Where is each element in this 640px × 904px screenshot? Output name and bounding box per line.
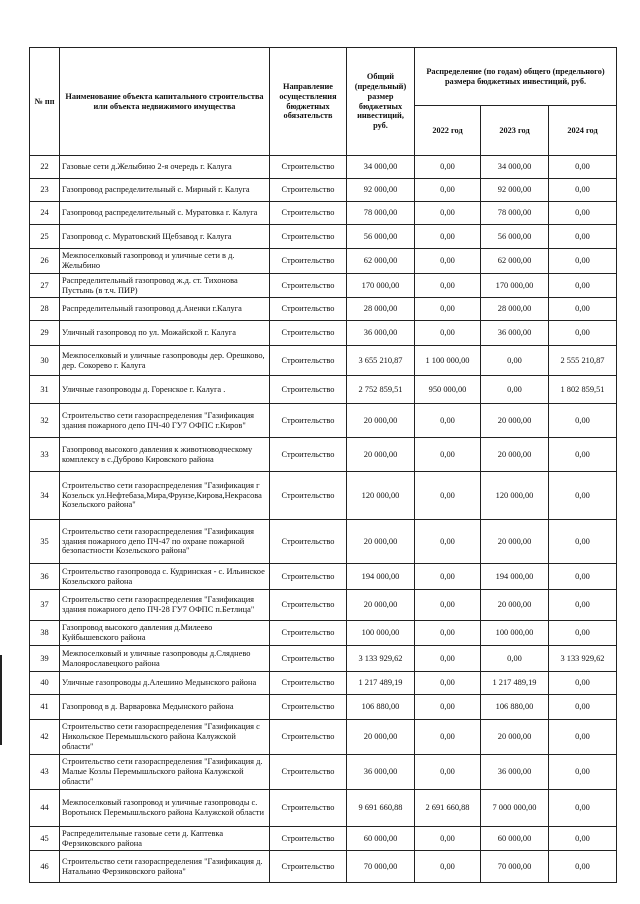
row-object-name: Межпоселковый и уличные газопроводы д.Сляднево Малоярославецкого района <box>60 646 270 672</box>
row-year-2024: 0,00 <box>549 274 617 298</box>
row-direction: Строительство <box>270 179 347 202</box>
row-total: 36 000,00 <box>347 321 415 346</box>
row-year-2024: 0,00 <box>549 472 617 520</box>
row-direction: Строительство <box>270 274 347 298</box>
row-object-name: Распределительные газовые сети д. Каптевка Ферзиковского района <box>60 827 270 851</box>
table-row <box>30 564 617 590</box>
row-object-name: Строительство сети газораспределения "Газификация д. Малые Козлы Перемышльского района Калужской области" <box>60 755 270 790</box>
row-year-2024: 0,00 <box>549 179 617 202</box>
row-year-2022: 0,00 <box>415 695 481 720</box>
row-object-name: Строительство сети газораспределения "Газификация д. Натальино Ферзиковского района" <box>60 851 270 883</box>
row-year-2023: 92 000,00 <box>481 179 549 202</box>
investment-table <box>29 47 617 883</box>
row-year-2023: 62 000,00 <box>481 249 549 274</box>
row-direction: Строительство <box>270 156 347 179</box>
row-year-2023: 28 000,00 <box>481 298 549 321</box>
row-year-2023: 56 000,00 <box>481 225 549 249</box>
row-year-2022: 0,00 <box>415 472 481 520</box>
row-direction: Строительство <box>270 202 347 225</box>
row-number: 32 <box>30 404 60 438</box>
row-total: 28 000,00 <box>347 298 415 321</box>
row-direction: Строительство <box>270 695 347 720</box>
row-number: 29 <box>30 321 60 346</box>
row-year-2022: 0,00 <box>415 621 481 646</box>
table-row <box>30 298 617 321</box>
row-number: 40 <box>30 672 60 695</box>
row-year-2023: 7 000 000,00 <box>481 790 549 827</box>
row-total: 1 217 489,19 <box>347 672 415 695</box>
row-direction: Строительство <box>270 321 347 346</box>
row-year-2023: 20 000,00 <box>481 520 549 564</box>
row-year-2022: 2 691 660,88 <box>415 790 481 827</box>
row-direction: Строительство <box>270 298 347 321</box>
row-direction: Строительство <box>270 646 347 672</box>
row-object-name: Газопровод в д. Варваровка Медынского района <box>60 695 270 720</box>
row-year-2022: 950 000,00 <box>415 376 481 404</box>
table-row <box>30 202 617 225</box>
row-direction: Строительство <box>270 438 347 472</box>
row-total: 20 000,00 <box>347 520 415 564</box>
header-direction: Направление осуществления бюджетных обязательств <box>270 48 347 156</box>
row-total: 106 880,00 <box>347 695 415 720</box>
row-direction: Строительство <box>270 404 347 438</box>
row-object-name: Уличный газопровод по ул. Можайской г. Калуга <box>60 321 270 346</box>
row-year-2022: 0,00 <box>415 321 481 346</box>
row-object-name: Строительство сети газораспределения "Газификация здания пожарного депо ПЧ-28 ГУ7 ОФПС п.Бетлица" <box>60 590 270 621</box>
table-row <box>30 179 617 202</box>
row-year-2024: 0,00 <box>549 755 617 790</box>
table-row <box>30 520 617 564</box>
row-number: 35 <box>30 520 60 564</box>
row-year-2022: 0,00 <box>415 404 481 438</box>
table-row <box>30 472 617 520</box>
row-year-2022: 0,00 <box>415 590 481 621</box>
row-year-2023: 78 000,00 <box>481 202 549 225</box>
row-object-name: Распределительный газопровод ж.д. ст. Тихонова Пустынь (в т.ч. ПИР) <box>60 274 270 298</box>
row-number: 38 <box>30 621 60 646</box>
row-year-2024: 0,00 <box>549 590 617 621</box>
row-year-2023: 120 000,00 <box>481 472 549 520</box>
row-year-2022: 0,00 <box>415 755 481 790</box>
row-object-name: Распределительный газопровод д.Аненки г.Калуга <box>60 298 270 321</box>
table-row <box>30 590 617 621</box>
row-direction: Строительство <box>270 590 347 621</box>
row-year-2022: 0,00 <box>415 202 481 225</box>
row-object-name: Газопровод высокого давления д.Милеево Куйбышевского района <box>60 621 270 646</box>
row-direction: Строительство <box>270 520 347 564</box>
header-total: Общий (предельный) размер бюджетных инвестиций, руб. <box>347 48 415 156</box>
row-year-2024: 0,00 <box>549 321 617 346</box>
row-object-name: Строительство газопровода с. Кудринская - с. Ильинское Козельского района <box>60 564 270 590</box>
row-year-2023: 0,00 <box>481 346 549 376</box>
table-row <box>30 274 617 298</box>
row-number: 42 <box>30 720 60 755</box>
row-year-2022: 0,00 <box>415 179 481 202</box>
row-object-name: Газовые сети д.Желыбино 2-я очередь г. Калуга <box>60 156 270 179</box>
row-year-2024: 1 802 859,51 <box>549 376 617 404</box>
row-object-name: Межпоселковый и уличные газопроводы дер. Орешково, дер. Сокорево г. Калуга <box>60 346 270 376</box>
row-year-2022: 0,00 <box>415 672 481 695</box>
row-year-2024: 0,00 <box>549 621 617 646</box>
row-object-name: Газопровод распределительный с. Муратовка г. Калуга <box>60 202 270 225</box>
table-row <box>30 755 617 790</box>
row-number: 24 <box>30 202 60 225</box>
row-number: 45 <box>30 827 60 851</box>
row-direction: Строительство <box>270 790 347 827</box>
row-total: 2 752 859,51 <box>347 376 415 404</box>
row-number: 39 <box>30 646 60 672</box>
row-year-2022: 0,00 <box>415 827 481 851</box>
row-total: 34 000,00 <box>347 156 415 179</box>
row-number: 27 <box>30 274 60 298</box>
row-total: 20 000,00 <box>347 404 415 438</box>
row-year-2024: 3 133 929,62 <box>549 646 617 672</box>
table-body <box>30 156 617 883</box>
row-year-2022: 0,00 <box>415 225 481 249</box>
row-total: 92 000,00 <box>347 179 415 202</box>
row-direction: Строительство <box>270 376 347 404</box>
row-year-2024: 0,00 <box>549 202 617 225</box>
row-year-2024: 0,00 <box>549 298 617 321</box>
row-year-2022: 0,00 <box>415 156 481 179</box>
row-total: 36 000,00 <box>347 755 415 790</box>
table-row <box>30 827 617 851</box>
row-object-name: Уличные газопроводы д.Алешино Медынского района <box>60 672 270 695</box>
row-year-2022: 1 100 000,00 <box>415 346 481 376</box>
header-num: № пп <box>30 48 60 156</box>
row-year-2023: 20 000,00 <box>481 438 549 472</box>
row-number: 22 <box>30 156 60 179</box>
table-row <box>30 346 617 376</box>
row-object-name: Уличные газопроводы д. Горенское г. Калуга . <box>60 376 270 404</box>
table-row <box>30 720 617 755</box>
row-direction: Строительство <box>270 472 347 520</box>
row-year-2024: 0,00 <box>549 249 617 274</box>
table-row <box>30 249 617 274</box>
row-year-2024: 0,00 <box>549 672 617 695</box>
table-row <box>30 321 617 346</box>
table-row <box>30 156 617 179</box>
row-direction: Строительство <box>270 621 347 646</box>
row-number: 26 <box>30 249 60 274</box>
row-year-2022: 0,00 <box>415 646 481 672</box>
scan-edge-mark <box>0 655 2 745</box>
row-number: 37 <box>30 590 60 621</box>
header-distribution: Распределение (по годам) общего (предельного) размера бюджетных инвестиций, руб. <box>415 48 617 106</box>
row-direction: Строительство <box>270 827 347 851</box>
table-row <box>30 851 617 883</box>
row-year-2023: 0,00 <box>481 376 549 404</box>
table-row <box>30 695 617 720</box>
row-year-2022: 0,00 <box>415 438 481 472</box>
table-row <box>30 438 617 472</box>
row-year-2023: 20 000,00 <box>481 404 549 438</box>
row-number: 30 <box>30 346 60 376</box>
row-year-2022: 0,00 <box>415 720 481 755</box>
row-year-2024: 0,00 <box>549 827 617 851</box>
row-number: 28 <box>30 298 60 321</box>
row-object-name: Газопровод распределительный с. Мирный г. Калуга <box>60 179 270 202</box>
row-total: 194 000,00 <box>347 564 415 590</box>
row-total: 60 000,00 <box>347 827 415 851</box>
row-year-2024: 2 555 210,87 <box>549 346 617 376</box>
row-year-2024: 0,00 <box>549 790 617 827</box>
row-number: 23 <box>30 179 60 202</box>
table-row <box>30 790 617 827</box>
row-year-2023: 100 000,00 <box>481 621 549 646</box>
row-object-name: Строительство сети газораспределения "Газификация с Никольское Перемышльского района Калужской области" <box>60 720 270 755</box>
row-year-2024: 0,00 <box>549 438 617 472</box>
row-number: 34 <box>30 472 60 520</box>
row-direction: Строительство <box>270 225 347 249</box>
row-direction: Строительство <box>270 672 347 695</box>
table-row <box>30 646 617 672</box>
row-year-2023: 20 000,00 <box>481 590 549 621</box>
row-year-2024: 0,00 <box>549 225 617 249</box>
header-year-2024: 2024 год <box>549 106 617 156</box>
row-year-2023: 60 000,00 <box>481 827 549 851</box>
row-year-2022: 0,00 <box>415 249 481 274</box>
row-number: 25 <box>30 225 60 249</box>
row-object-name: Межпоселковый газопровод и уличные газопроводы с. Воротынск Перемышльского района Калужской области <box>60 790 270 827</box>
row-year-2024: 0,00 <box>549 404 617 438</box>
row-object-name: Газопровод с. Муратовский Щебзавод г. Калуга <box>60 225 270 249</box>
row-total: 3 655 210,87 <box>347 346 415 376</box>
row-year-2023: 1 217 489,19 <box>481 672 549 695</box>
row-total: 3 133 929,62 <box>347 646 415 672</box>
row-year-2023: 0,00 <box>481 646 549 672</box>
row-total: 78 000,00 <box>347 202 415 225</box>
row-year-2022: 0,00 <box>415 564 481 590</box>
row-year-2022: 0,00 <box>415 520 481 564</box>
row-object-name: Строительство сети газораспределения "Газификация здания пожарного депо ПЧ-40 ГУ7 ОФПС г.Киров" <box>60 404 270 438</box>
row-direction: Строительство <box>270 851 347 883</box>
header-year-2022: 2022 год <box>415 106 481 156</box>
row-year-2023: 194 000,00 <box>481 564 549 590</box>
row-year-2023: 36 000,00 <box>481 755 549 790</box>
row-direction: Строительство <box>270 346 347 376</box>
row-object-name: Газопровод высокого давления к животноводческому комплексу в с.Дуброво Кировского района <box>60 438 270 472</box>
row-number: 41 <box>30 695 60 720</box>
row-year-2023: 20 000,00 <box>481 720 549 755</box>
row-direction: Строительство <box>270 249 347 274</box>
row-object-name: Межпоселковый газопровод и уличные сети в д. Желыбино <box>60 249 270 274</box>
row-year-2022: 0,00 <box>415 274 481 298</box>
row-year-2024: 0,00 <box>549 720 617 755</box>
row-number: 43 <box>30 755 60 790</box>
row-year-2024: 0,00 <box>549 564 617 590</box>
row-total: 100 000,00 <box>347 621 415 646</box>
table-row <box>30 672 617 695</box>
row-year-2023: 34 000,00 <box>481 156 549 179</box>
row-direction: Строительство <box>270 720 347 755</box>
row-year-2024: 0,00 <box>549 520 617 564</box>
row-number: 46 <box>30 851 60 883</box>
row-year-2024: 0,00 <box>549 695 617 720</box>
row-year-2024: 0,00 <box>549 156 617 179</box>
row-year-2022: 0,00 <box>415 298 481 321</box>
header-year-2023: 2023 год <box>481 106 549 156</box>
row-total: 70 000,00 <box>347 851 415 883</box>
row-total: 9 691 660,88 <box>347 790 415 827</box>
row-year-2023: 170 000,00 <box>481 274 549 298</box>
row-year-2023: 70 000,00 <box>481 851 549 883</box>
row-year-2023: 36 000,00 <box>481 321 549 346</box>
row-total: 20 000,00 <box>347 590 415 621</box>
row-direction: Строительство <box>270 755 347 790</box>
row-number: 36 <box>30 564 60 590</box>
row-number: 33 <box>30 438 60 472</box>
row-total: 120 000,00 <box>347 472 415 520</box>
row-year-2023: 106 880,00 <box>481 695 549 720</box>
table-row <box>30 404 617 438</box>
row-total: 56 000,00 <box>347 225 415 249</box>
table-row <box>30 376 617 404</box>
row-number: 31 <box>30 376 60 404</box>
table-row <box>30 621 617 646</box>
table-row <box>30 225 617 249</box>
header-name: Наименование объекта капитального строительства или объекта недвижимого имущества <box>60 48 270 156</box>
row-object-name: Строительство сети газораспределения "Газификация здания пожарного депо ПЧ-47 по охране пожарной безопастности Козельского района" <box>60 520 270 564</box>
row-year-2022: 0,00 <box>415 851 481 883</box>
row-total: 20 000,00 <box>347 720 415 755</box>
row-total: 62 000,00 <box>347 249 415 274</box>
row-direction: Строительство <box>270 564 347 590</box>
row-object-name: Строительство сети газораспределения "Газификация г Козельск ул.Нефтебаза,Мира,Фрунзе,Кирова,Некрасова Козельского района" <box>60 472 270 520</box>
row-number: 44 <box>30 790 60 827</box>
row-total: 170 000,00 <box>347 274 415 298</box>
row-year-2024: 0,00 <box>549 851 617 883</box>
row-total: 20 000,00 <box>347 438 415 472</box>
